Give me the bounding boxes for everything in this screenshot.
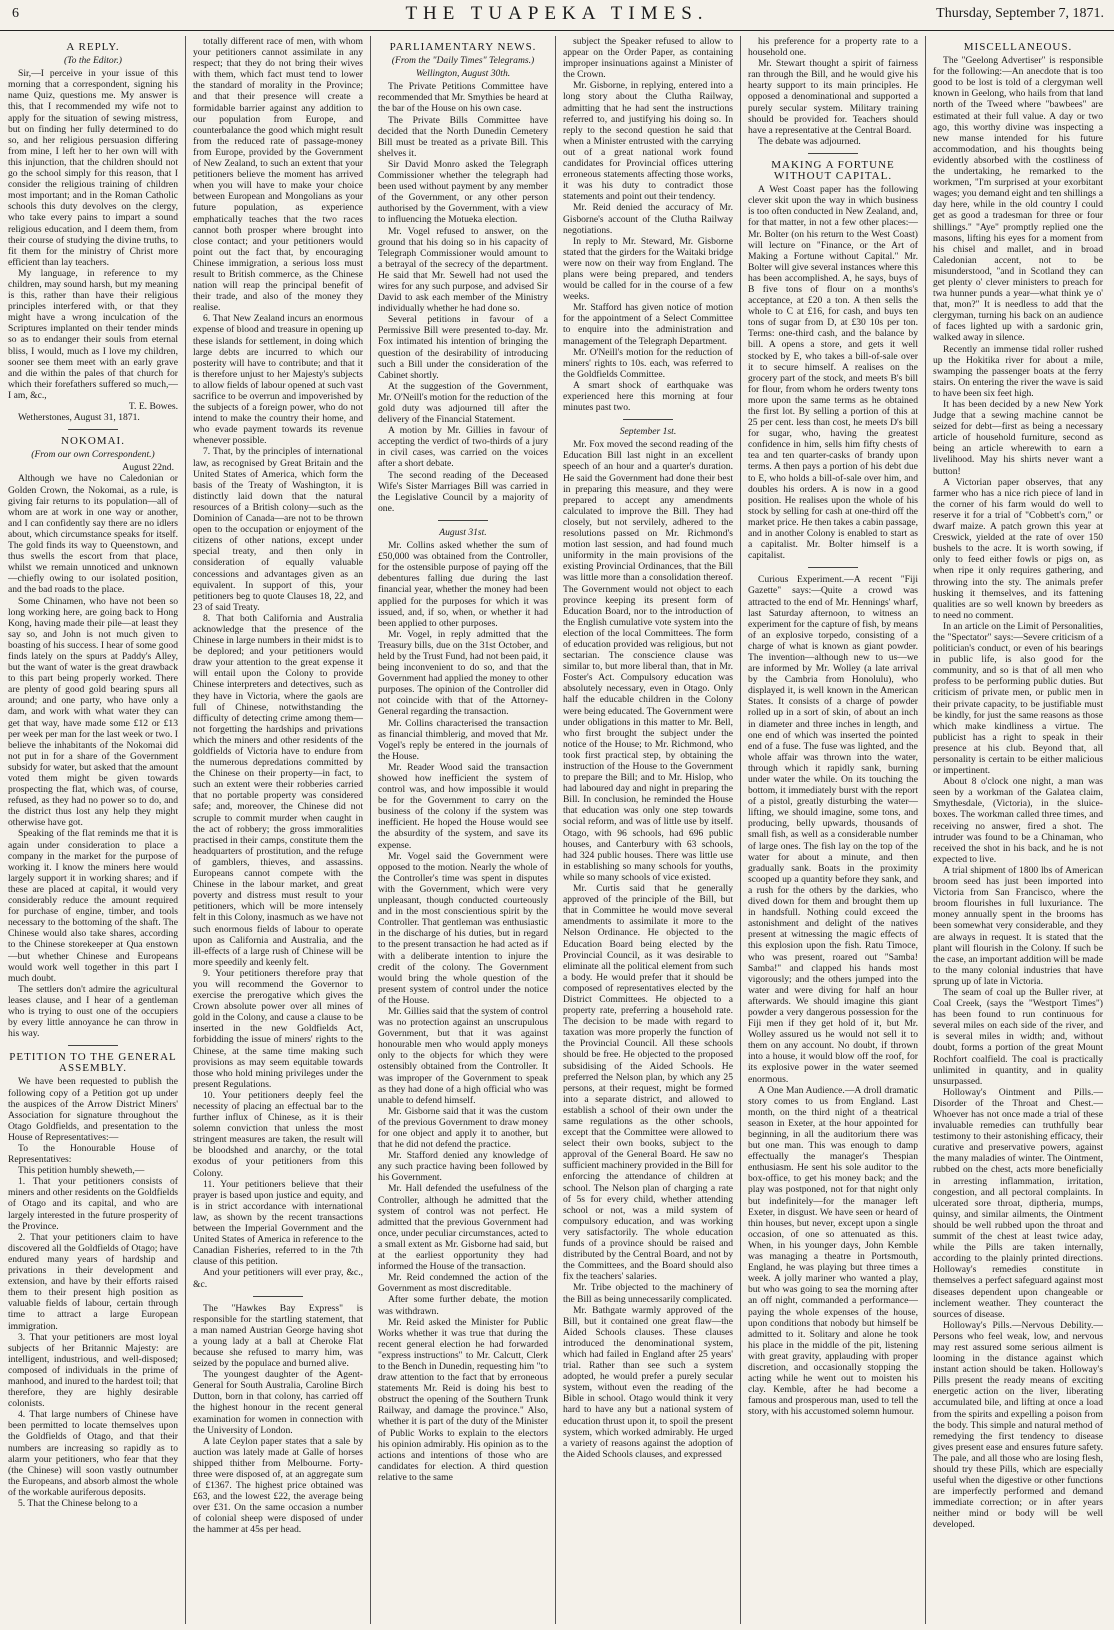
article-heading: MISCELLANEOUS. xyxy=(963,41,1073,53)
paragraph: Mr. Vogel said the Government were opposed to the motion. Nearly the whole of the Controller's time was spent in disputes with the Government, which were very unpleasant, though conducted courteously and in the most conscientious spirit by the Controller. That gentleman was enthusiastic in the discharge of his duties, but in regard to the present transaction he had acted as if with a deliberate intention to injure the credit of the colony. The Government would bring the whole question of the present system of control under the notice of the House. xyxy=(378,850,548,1006)
paragraph: 5. That the Chinese belong to a xyxy=(18,1498,138,1509)
paragraph: About 8 o'clock one night, a man was seen by a workman of the Galatea claim, Smythesdale, (Victoria), in the sluice-boxes. The workman called three times, and receiving no answer, fired a shot. The intruder was found to be a Chinaman, who received the shot in his back, and he is not expected to live. xyxy=(933,776,1103,865)
paragraph: Mr. Gillies said that the system of control was no protection against an unscrupulous Government, but that it was against honourable men who would apply moneys only to the objects for which they were ostensibly obtained from the Controller. It was improper of the Government to speak as they had done of a high official who was unable to defend himself. xyxy=(378,1005,548,1106)
paragraph: At the suggestion of the Government, Mr. O'Neill's motion for the reduction of the gold duty was adjourned till after the delivery of the Financial Statement. xyxy=(378,380,548,426)
column-1 xyxy=(8,36,178,1624)
article-heading: MAKING A FORTUNE WITHOUT CAPITAL. xyxy=(771,158,895,183)
paragraph: Sir,—I perceive in your issue of this morning that a correspondent, signing his name Quiz, questions me. My answer is this, that I recommended my wife not to apply for the situation of sewing mistress, but on finding her fully determined to do so, and her religious persuasion differing from mine, I left her to her own will with this injunction, that the children should not go the school simply for this reason, that I consider the religious training of children most important; and in the Roman Catholic schools this duty devolves on the clergy, who take every pains to impart a sound religious education, and I deem them, from their course of studying the divine truths, to fit them for the ministry of Christ more efficient than lay teachers. xyxy=(8,68,178,268)
paragraph: In an article on the Limit of Personalities, the "Spectator" says:—Severe criticism of a politician's conduct, or even of his bearings in public life, is also good for the community, and so is that of all men who profess to be performing public duties. But criticism of private men, or public men in their private capacity, to be justifiable must be kindly, for just the same reasons as those which make kindliness a virtue. The publicist has a right to speak in their presence at his club. Beyond that, all personality is certain to be either malicious or impertinent. xyxy=(933,620,1103,777)
paragraph: Mr. Bathgate warmly approved of the Bill, but it contained one great flaw—the Aided Schools clauses. These clauses introduced the denominational system, which had failed in England after 25 years' trial. Rather than see such a system adopted, he would prefer a purely secular system, without even the reading of the Bible in school. Otago would think it very hard to have any but a national system of education thrust upon it, to spoil the present system, which worked admirably. He urged a variety of reasons against the adoption of the Aided Schools clauses, and expressed xyxy=(563,1304,733,1460)
paragraph: Mr. Vogel, in reply admitted that the Treasury bills, due on the 31st October, and held by the Trust Fund, had not been paid, it being inconvenient to do so, and that the Government had applied the money to other purposes. The opinion of the Controller did not coincide with that of the Attorney-General regarding the transaction. xyxy=(378,628,548,718)
paragraph: 3. That your petitioners are most loyal subjects of her Britannic Majesty: are intelligent, industrious, and well-disposed; composed of individuals in the prime of manhood, and inured to the hardest toil; that therefore, they are highly desirable colonists. xyxy=(8,1331,178,1410)
paragraph: Mr. Tribe objected to the machinery of the Bill as being unnecessarily complicated. xyxy=(563,1282,733,1305)
column-2 xyxy=(193,36,363,1624)
paragraph: Several petitions in favour of a Permissive Bill were presented to-day. Mr. Fox intimated his intention of bringing the question of the desirability of introducing such a Bill under the consideration of the Cabinet shortly. xyxy=(378,314,548,381)
paragraph: 2. That your petitioners claim to have discovered all the Goldfields of Otago; have endured many years of hardship and privations in their development and extension, and have by their efforts raised them to their present high position as valuable fields of labour, certain through time to attract a large European immigration. xyxy=(8,1231,178,1332)
paragraph: The seam of coal up the Buller river, at Coal Creek, (says the "Westport Times") has been found to run continuous for several miles on each side of the river, and is several miles in width; and, without doubt, forms a portion of the great Mount Rochfort coalfield. The coal is practically unlimited in quantity, and in quality unsurpassed. xyxy=(933,986,1103,1087)
paragraph: 7. That, by the principles of international law, as recognised by Great Britain and the United States of America, which form the basis of the Treaty of Washington, it is distinctly laid down that the natural resources of a British colony—such as the Dominion of Canada—are not to be thrown open to the occupation or enjoyment of the citizens of other nations, except under special treaty, and then only in consideration of equally valuable concessions and advantages given as an equivalent. In support of this, your petitioners beg to quote Clauses 18, 22, and 23 of said Treaty. xyxy=(193,446,363,613)
newspaper-title: THE TUAPEKA TIMES. xyxy=(405,3,709,24)
paragraph: 9. Your petitioners therefore pray that you will recommend the Governor to exercise the prerogative which gives the Crown absolute power over all mines of gold in the Colony, and cause a clause to be inserted in the new Goldfields Act, forbidding the issue of miners' rights to the Chinese, at the same time making such provisions as may seem equitable towards those who hold mining privileges under the present Regulations. xyxy=(193,967,363,1090)
paragraph: The Private Petitions Committee have recommended that Mr. Smythies be heard at the bar of the House on his own case. xyxy=(378,81,548,115)
paragraph: Mr. Reader Wood said the transaction showed how inefficient the system of control was, and how impossible it would be for the Government to carry on the business of the colony if the system was inefficient. He hoped the House would see the absurdity of the system, and save its expense. xyxy=(378,761,548,851)
dateline: Wetherstones, August 31, 1871. xyxy=(18,412,140,424)
column-rule xyxy=(370,36,371,1624)
issue-date: Thursday, September 7, 1871. xyxy=(936,6,1104,21)
paragraph: Mr. O'Neill's motion for the reduction of miners' rights to 10s. each, was referred to the Goldfields Committee. xyxy=(563,346,733,380)
divider xyxy=(808,153,858,154)
paragraph: Holloway's Ointment and Pills.—Disorder of the Throat and Chest.—Whoever has not once made a trial of these invaluable remedies can truthfully bear testimony to their astonishing efficacy, their curative and preservative powers, against the many maladies of winter. The Ointment, rubbed on the chest, acts more beneficially in arresting inflammation, irritation, congestion, and all pectoral complaints. In ulcerated sore throat, diptheria, mumps, quinsy, and similar ailments, the Ointment should be well rubbed upon the throat and summit of the chest at least twice aday, while the Pills are taken internally, according to the plainly printed directions. Holloway's remedies constitute in themselves a perfect safeguard against most diseases dependent upon changeable or inclement weather. They counteract the sources of disease. xyxy=(933,1086,1103,1320)
divider xyxy=(623,419,673,420)
paragraph: 11. Your petitioners believe that their prayer is based upon justice and equity, and is in strict accordance with international law, as shown by the recent transactions between the Imperial Government and the United States of America in reference to the Canadian Fisheries, referred to in the 7th clause of this petition. xyxy=(193,1178,363,1268)
paragraph: Mr. Collins characterised the transaction as financial thimblerig, and moved that Mr. Vogel's reply be entered in the journals of the House. xyxy=(378,717,548,762)
column-4 xyxy=(563,36,733,1624)
paragraph: Sir David Monro asked the Telegraph Commissioner whether the telegraph had been used without payment by any member of the Government, or any other person authorised by the Government, with a view to influencing the Motueka election. xyxy=(378,158,548,226)
article-heading: PETITION TO THE GENERAL ASSEMBLY. xyxy=(9,1051,177,1075)
paragraph: My language, in reference to my children, may sound harsh, but my meaning is this, rather than have their religious principles interfered with, or that they might have a wrong inculcation of the Scriptures implanted on their tender minds so as to endanger their souls from eternal bliss, I would, much as I love my children, sooner see them meet with an early grave and die within the pales of that church for which their forefathers suffered so much,—I am, &c., xyxy=(8,267,178,401)
article-subheading: (To the Editor.) xyxy=(63,55,122,67)
paragraph: In reply to Mr. Steward, Mr. Gisborne stated that the girders for the Waitaki bridge were now on their way from England. The plans were being prepared, and tenders would be called for in the course of a few weeks. xyxy=(563,235,733,303)
paragraph: This petition humbly sheweth,— xyxy=(18,1165,145,1177)
paragraph: Recently an immense tidal roller rushed up the Hokitika river for about a mile, swamping the passenger boats at the ferry stairs. On entering the river the wave is said to have been six feet high. xyxy=(933,343,1103,399)
paragraph: A trial shipment of 1800 lbs of American broom seed has just been imported into Victoria from San Francisco, where the broom flourishes in full luxuriance. The money annually spent in the brooms has been somewhat very considerable, and they are always in request. It is stated that the plant will flourish in the Colony. If such be the case, an important addition will be made to the many colonial industries that have sprung up of late in Victoria. xyxy=(933,864,1103,987)
paragraph: Speaking of the flat reminds me that it is again under consideration to place a company in the market for the purpose of working it. I know the miners here would largely support it in working shares; and if these are placed at capital, it would very considerably reduce the amount required for purchase of engine, timber, and tools necessary to the bottoming of the shaft. The Chinese would also take shares, according to the Chinese storekeeper at Qua enstown—but whether Chinese and Europeans would work well together in this part I much doubt. xyxy=(8,828,178,984)
column-3 xyxy=(378,36,548,1624)
column-rule xyxy=(925,36,926,1624)
paragraph: Mr. Gisborne, in replying, entered into a long story about the Clutha Railway, admitting that he had sent the instructions referred to, and justifying his doing so. In reply to the second question he said that when a Minister entrusted with the carrying out of a great national work found candidates for Provincial offices uttering erroneous statements affecting those works, it was his duty to contradict those statements and point out their tendency. xyxy=(563,80,733,203)
article-heading: A REPLY. xyxy=(66,41,120,53)
divider xyxy=(68,1045,118,1046)
paragraph: Mr. Vogel refused to answer, on the ground that his doing so in his capacity of Telegraph Commissioner would amount to a betrayal of the secrecy of the department. He said that Mr. Sewell had not used the wires for any such purpose, and advised Sir David to ask each member of the Ministry individually whether he had done so. xyxy=(378,225,548,315)
paragraph: After some further debate, the motion was withdrawn. xyxy=(378,1294,548,1317)
paragraph: 6. That New Zealand incurs an enormous expense of blood and treasure in opening up these islands for settlement, in doing which large debts are incurred to which our posterity will have to contribute; and that it is therefore unjust to her Majesty's subjects to allow fields of labour opened at such vast sacrifice to be overrun and impoverished by the subjects of a foreign power, who do not intend to make the country their home, and who evade payment towards its revenue whenever possible. xyxy=(193,313,363,447)
paragraph: Mr. Reid asked the Minister for Public Works whether it was true that during the recent general election he had forwarded "express instructions" to Mr. Calcutt, Clerk to the Bench in Dunedin, requesting him "to draw attention to the fact that by erroneous statements Mr. Reid is doing his best to obstruct the opening of the Southern Trunk Railway, and damage the province." Also, whether it is part of the duty of the Minister of Public Works to explain to the electors his opinion admirably. His opinion as to the actions and intentions of those who are candidates for election. A third question relative to the same xyxy=(378,1316,548,1483)
paragraph: Mr. Stafford has given notice of motion for the appointment of a Select Committee to enquire into the administration and management of the Telegraph Department. xyxy=(563,302,733,347)
paragraph: Holloway's Pills.—Nervous Debility.—Persons who feel weak, low, and nervous may rest assured some serious ailment is looming in the distance against which instant action should be taken. Holloway's Pills present the ready means of exciting energetic action on the liver, liberating accumulated bile, and lifting at once a load from the spirits and expelling a poison from the body. This simple and natural method of remedying the first tendency to disease gives present ease and ensures future safety. The pale, and all those who are losing flesh, should try these Pills, which are especially useful when the digestive or other functions are imperfectly performed and demand immediate correction; or in after years neither mind or body will be well developed. xyxy=(933,1319,1103,1531)
paragraph: Mr. Reid condemned the action of the Government as most discreditable. xyxy=(378,1272,548,1295)
paragraph: Mr. Stewart thought a spirit of fairness ran through the Bill, and he would give his hearty support to its main principles. He opposed a denominational and supported a purely secular system. Military training should be provided for. Teachers should have a representative at the Central Board. xyxy=(748,58,918,136)
paragraph: A One Man Audience.—A droll dramatic story comes to us from England. Last month, on the third night of a theatrical season in Exeter, at the hour appointed for beginning, in all the auditorium there was but one man. This was enough to damp effectually the manager's Thespian enthusiasm. He sent his sole auditor to the box-office, to get his money back; and the play was postponed, not for that night only but indefinitely—for the manager left Exeter, in disgust. We have seen or heard of thin houses, but never, except upon a single occasion, of one so attenuated as this. When, in his younger days, John Kemble was managing a theatre in Portsmouth, England, he was playing but three times a week. A jolly mariner who wanted a play, but who was going to sea the morning after an off night, commanded a performance—paying the whole expenses of the house, upon conditions that nobody but himself be admitted to it. Solitary and alone he took his place in the middle of the pit, listening with great gravity, applauding with proper discretion, and occasionally stopping the acting while he went out to moisten his clay. Kemble, after he had become a famous and prosperous man, used to tell the story, with his accustomed solemn humour. xyxy=(748,1084,918,1418)
column-6 xyxy=(933,36,1103,1624)
paragraph: Mr. Fox moved the second reading of the Education Bill last night in an excellent speech of an hour and a quarter's duration. He said the Government had done their best in preparing this measure, and they were prepared to accept any amendments calculated to improve the Bill. They had closely, but not servilely, adhered to the resolutions passed on Mr. Richmond's motion last session, and had found much uniformity in the main provisions of the existing Provincial Ordinances, that the Bill was little more than a consolidation thereof. The Government would not object to each province keeping its present form of Education Board, nor to the introduction of the English cumulative vote system into the election of the local Committees. The form of education provided was religious, but not sectarian. The conscience clause was similar to, but more liberal than, that in Mr. Foster's Act. Compulsory education was absolutely necessary, even in Otago. Only half the educable children in the Colony were being educated. The Government were under obligations in this matter to Mr. Bell, who first brought the subject under the notice of the House; to Mr. Richmond, who took first practical step, by obtaining the instruction of the House to the Government to prepare the Bill; and to Mr. Hislop, who had laboured day and night in preparing the Bill. In conclusion, he reminded the House that education was only one step towards social reform, and was of little use by itself. Otago, with 96 schools, had 696 public houses, and Canterbury with 63 schools, had 324 public houses. There was little use in establishing so many schools for youths, while so many schools of vice existed. xyxy=(563,439,733,883)
paragraph: A late Ceylon paper states that a sale by auction was lately made at Galle of horses shipped thither from Melbourne. Forty-three were disposed of, at an aggregate sum of £1367. The highest price obtained was £63, and the lowest £22, the average being over £31. On the same occasion a number of colonial sheep were disposed of under the hammer at 45s per head. xyxy=(193,1435,363,1536)
paragraph: Mr. Curtis said that he generally approved of the principle of the Bill, but that in Committee he would move several amendments to assimilate it more to the Nelson Ordinance. He objected to the Education Board being elected by the Provincial Council, as it was desirable to eliminate all the political element from such a body. He would prefer that it should be composed of representatives elected by the District Committees. He objected to a property rate, preferring a household rate. The decision to be made with regard to taxation was more properly the function of the Provincial Council. All these schools should be free. He objected to the proposed subsidising of the Aided Schools. He preferred the Nelson plan, by which any 25 persons, at their request, might be formed into a separate district, and allowed to establish a school of their own under the same regulations as the other schools, except that the Committee were allowed to select their own books, subject to the approval of the General Board. He saw no sufficient machinery provided in the Bill for enforcing the attendance of children at school. The Nelson plan of charging a rate of 5s for every child, whether attending school or not, was a mild system of compulsory education, and was working very satisfactorily. The whole education funds of a province should be raised and distributed by the Central Board, and not by the Committees, and the Board should also fix the teachers' salaries. xyxy=(563,883,733,1283)
paragraph: The debate was adjourned. xyxy=(758,135,861,147)
paragraph: The second reading of the Deceased Wife's Sister Marriages Bill was carried in the Legislative Council by a majority of one. xyxy=(378,469,548,514)
article-subheading: (From the "Daily Times" Telegrams.) xyxy=(391,55,535,67)
dateline: Wellington, August 30th. xyxy=(415,68,511,80)
dateline: August 31st. xyxy=(439,526,487,538)
column-rule xyxy=(185,36,186,1624)
paragraph: And your petitioners will ever pray, &c., &c. xyxy=(193,1267,363,1290)
paragraph: The Private Bills Committee have decided that the North Dunedin Cemetery Bill must be treated as a private Bill. This shelves it. xyxy=(378,114,548,159)
article-heading: PARLIAMENTARY NEWS. xyxy=(389,41,537,53)
paragraph: Mr. Stafford denied any knowledge of any such practice having been followed by his Government. xyxy=(378,1150,548,1184)
paragraph: 4. That large numbers of Chinese have been permitted to locate themselves upon the Goldfields of Otago, and that their numbers are increasing so rapidly as to alarm your petitioners, who fear that they (the Chinese) will soon vastly outnumber the Europeans, and absorb almost the whole of the workable auriferous deposits. xyxy=(8,1409,178,1498)
paragraph: The youngest daughter of the Agent-General for South Australia, Caroline Birch Dutton, born in that colony, has carried off the highest honour in the recent general examination for women in connection with the University of London. xyxy=(193,1369,363,1436)
paragraph: A motion by Mr. Gillies in favour of accepting the verdict of two-thirds of a jury in civil cases, was carried on the voices after a short debate. xyxy=(378,425,548,470)
paragraph: subject the Speaker refused to allow to appear on the Order Paper, as containing improper insinuations against a Minister of the Crown. xyxy=(563,36,733,81)
paragraph: The "Geelong Advertiser" is responsible for the following:—An anecdote that is too good to be lost is told of a clergyman well known in Geelong, who hails from that land north of the Tweed where "bawbees" are estimated at their full value. A day or two ago, this worthy divine was inspecting a new manse intended for his future accommodation, and his thoughts being evidently absorbed with the costliness of the undertaking, he remarked to the workmen, "I'm surprised at your exorbitant wages; you demand eight and ten shillings a day here, while in the old country I could get as good a tradesman for three or four shillings." "Aye" promptly replied one the masons, lifting his eyes for a moment from his chisel and mallet, and in broad Caledonian accent, not to be misunderstood, "and in Scotland they can get plenty o' clever ministers to preach for twa hunner punds a year—what think ye o' that, mon?" It is needless to add that the clergyman, turning his back on an audience of faces lighted up with a sardonic grin, walked away in silence. xyxy=(933,55,1103,344)
columns xyxy=(8,36,1106,1624)
column-rule xyxy=(555,36,556,1624)
paragraph: Mr. Reid denied the accuracy of Mr. Gisborne's account of the Clutha Railway negotiations. xyxy=(563,202,733,236)
page-number: 6 xyxy=(12,6,19,21)
divider xyxy=(253,1296,303,1297)
signature: T. E. Bowes. xyxy=(128,401,178,412)
article-heading: NOKOMAI. xyxy=(61,435,125,448)
paragraph: his preference for a property rate to a household one. xyxy=(748,36,918,59)
paragraph: 1. That your petitioners consists of miners and other residents on the Goldfields of Otago and its capital, and who are largely interested in the future prosperity of the Province. xyxy=(8,1176,178,1232)
paragraph: The "Hawkes Bay Express" is responsible for the startling statement, that a man named Austrian George having shot a young lady at a ball at Cheroke Flat because she refused to marry him, was seized by the populace and burned alive. xyxy=(193,1302,363,1370)
divider xyxy=(808,567,858,568)
column-rule xyxy=(740,36,741,1624)
paragraph: The settlers don't admire the agricultural leases clause, and I hear of a gentleman who is trying to oust one of the occupiers by every little annoyance he can throw in his way. xyxy=(8,983,178,1040)
paragraph: To the Honourable House of Representatives: xyxy=(8,1143,178,1166)
paragraph: 10. Your petitioners deeply feel the necessity of placing an effectual bar to the further influx of Chinese, as it is their solemn conviction that unless the most stringent measures are taken, the result will be bloodshed and anarchy, or the total exodus of your petitioners from this Colony. xyxy=(193,1089,363,1179)
divider xyxy=(68,429,118,430)
paragraph: A West Coast paper has the following clever skit upon the way in which business is too often conducted in New Zealand, and, for that matter, in not a few other places:—Mr. Bolter (on his return to the West Coast) will lecture on "Finance, or the Art of Making a Fortune without Capital." Mr. Bolter will give several instances where this has been accomplished. A, he says, buys of B five tons of flour on a months's acceptance, at £20 a ton. A then sells the whole to C at £16, for cash, and buys ten tons of sugar from D, at £30 10s per ton. Terms: one-third cash, and the balance by bill. A opens a store, and gets it well stocked by E, who takes a bill-of-sale over it to secure himself. A realises on the grocery part of the stock, and meets B's bill for flour, from whom he orders twenty tons more upon the same terms as he obtained the first lot. By selling a portion of this at 25 per cent. less than cost, he meets D's bill for sugar, who, having the greatest confidence in him, sells him fifty chests of tea and ten quarter-casks of brandy upon terms. A then pays a portion of his debt due to E, who holds a bill-of-sale over him, and doubles his orders. A is now in a good position. He realises upon the whole of his stock by selling for cash at one-third off the market price. He then takes a cabin passage, and in another Colony is enabled to start as a capitalist. Mr. Bolter himself is a capitalist. xyxy=(748,184,918,562)
article-subheading: (From our own Correspondent.) xyxy=(31,449,155,461)
column-5 xyxy=(748,36,918,1624)
dateline: September 1st. xyxy=(619,426,677,438)
divider xyxy=(438,520,488,521)
paragraph: Although we have no Caledonian or Golden Crown, the Nokomai, as a rule, is giving fair returns to its population—all of whom are at work in one way or another, and I can confidently say there are no idlers about, which circumstance speaks for itself. The gold finds its way to Queenstown, and thus swells the escort from that place, whilst we remain unnoticed and unknown—chiefly owing to our isolated position, and the bad roads to the place. xyxy=(8,473,178,596)
paragraph: We have been requested to publish the following copy of a Petition got up under the auspices of the Arrow District Miners' Association for signature throughout the Otago Goldfields, and presentation to the House of Representatives:— xyxy=(8,1076,178,1143)
dateline: August 22nd. xyxy=(122,462,174,474)
masthead xyxy=(0,0,1114,31)
paragraph: It has been decided by a new New York Judge that a sewing machine cannot be seized for debt—first as being a necessary article of household furniture, second as being an article wherewith to earn a livelihood. May his shirts never want a button! xyxy=(933,399,1103,477)
paragraph: totally different race of men, with whom your petitioners cannot assimilate in any respect; that they do not bring their wives with them, which fact must tend to lower the standard of morality in the Province; and that their presence will create a formidable barrier against any addition to our population from Europe, and counterbalance the good which might result from the reduced rate of passage-money from Europe, provided by the Government of New Zealand, to such an extent that your petitioners believe the moment has arrived when you will have to make your choice between European and Mongolians as your future population, as experience emphatically teaches that the two races cannot both prosper where brought into close contact; and your petitioners would point out the fact that, by encouraging Chinese immigration, a serious loss must result to British commerce, as the Chinese nation will reap the principal benefit of their trade, and also of the money they realise. xyxy=(193,36,363,314)
paragraph: Mr. Collins asked whether the sum of £50,000 was obtained from the Controller, for the ostensible purpose of paying off the debentures falling due during the last financial year, whether the money had been applied for the purposes for which it was issued, and, if so, when, or whether it had been applied to other purposes. xyxy=(378,540,548,629)
paragraph: 8. That both California and Australia acknowledge that the presence of the Chinese in large numbers in their midst is to be deplored; and your petitioners would draw your attention to the great expense it will entail upon the Colony to provide Chinese interpreters and detectives, such as they have in Victoria, where the gaols are full of Chinese, notwithstanding the difficulty of detecting crime among them—not forgetting the hardships and privations which the miners and other residents of the goldfields of Victoria have to endure from the numerous depredations committed by the Chinese on their property—in fact, to such an extent were their robberies carried that no portable property was considered safe; and, moreover, the Chinese did not scruple to commit murder when caught in the act of robbery; the gross immoralities practised in their camps, constitute them the headquarters of prostitution, and the refuge of gamblers, thieves, and assassins. Europeans cannot compete with the Chinese in the labour market, and great poverty and distress must result to your petitioners, which will be more intensely felt in this Colony, inasmuch as we have not such enormous fields of labour to operate upon as California and Australia, and the ill-effects of a large rush of Chinese will be more speedily and keenly felt. xyxy=(193,612,363,968)
paragraph: Mr. Hall defended the usefulness of the Controller, although he admitted that the system of control was not perfect. He admitted that the previous Government had once, under peculiar circumstances, acted to a small extent as Mr. Gisborne had said, but at the earliest opportunity they had informed the House of the transaction. xyxy=(378,1183,548,1273)
paragraph: A smart shock of earthquake was experienced here this morning at four minutes past two. xyxy=(563,379,733,414)
paragraph: A Victorian paper observes, that any farmer who has a nice rich piece of land in the corner of his farm would do well to reserve it for a trial of "Cobbett's corn," or dwarf maize. A patch grown this year at Creswick, yielded at the rate of over 150 bushels to the acre. It is worth sowing, if only to feed either fowls or pigs on, as when ripe it only requires gathering, and throwing into the sty. The animals prefer husking it themselves, and its fattening qualities are so well known by breeders as to need no comment. xyxy=(933,476,1103,621)
paragraph: Some Chinamen, who have not been so long working here, are going back to Hong Kong, having made their pile—at least they say so, and John is not much given to boasting of his success. I hear of some good finds lately on the spurs at Paddy's Alley, but the want of water is the great drawback to this part being properly worked. There are plenty of good gold bearing spurs all around; and one party, who have only a dam, and work with what water they can get that way, have made some £12 or £13 per week per man for the last week or two. I believe the inhabitants of the Nokomai did not put in for a share of the Government subsidy for water, but asked that the amount voted them might be given towards prospecting the flat, which was, of course, refused, as they had no power so to do, and the district thus lost any help they might otherwise have got. xyxy=(8,595,178,829)
paragraph: Curious Experiment.—A recent "Fiji Gazette" says:—Quite a crowd was attracted to the end of Mr. Hennings' wharf, last Saturday afternoon, to witness an experiment for the capture of fish, by means of an explosive torpedo, consisting of a charge of what is known as giant powder. The invention—although new to us—we are informed by Mr. Wolley (a late arrival by the Cambria from Honolulu), who displayed it, is well known in the American States. It consists of a charge of powder rolled up in a sort of skin, of about an inch in diameter and three inches in length, and one end of which was inserted the pointed end of a fuse. The fuse was lighted, and the whole affair was thrown into the water, through which it rapidly sank, burning under water the while. On its touching the bottom, it immediately burst with the report of a pistol, greatly disturbing the water—lifting, we should imagine, some tons, and producing, belly upwards, thousands of small fish, as well as a considerable number of large ones. The fish lay on the top of the water for about a minute, and then gradually sank. Boats in the proximity scooped up a quantity before they sank, and a rush for the others by the darkies, who dived down for them and brought them up in handsfull. Nothing could exceed the astonishment and delight of the natives present at witnessing the magic effects of this explosion upon the fish. Ratu Timoce, who was present, roared out "Samba! Samba!" and clapped his hands most vigorously; and the others jumped into the water and were diving for half an hour afterwards. We should imagine this giant powder a very dangerous possession for the Fiji men if they get hold of it, but Mr. Wolley assured us he would not sell it to them on any account. No doubt, if thrown into a house, it would blow off the roof, for its explosive power in the water seemed enormous. xyxy=(748,574,918,1085)
paragraph: Mr. Gisborne said that it was the custom of the previous Government to draw money for one object and apply it to another, but that he did not defend the practice. xyxy=(378,1105,548,1151)
